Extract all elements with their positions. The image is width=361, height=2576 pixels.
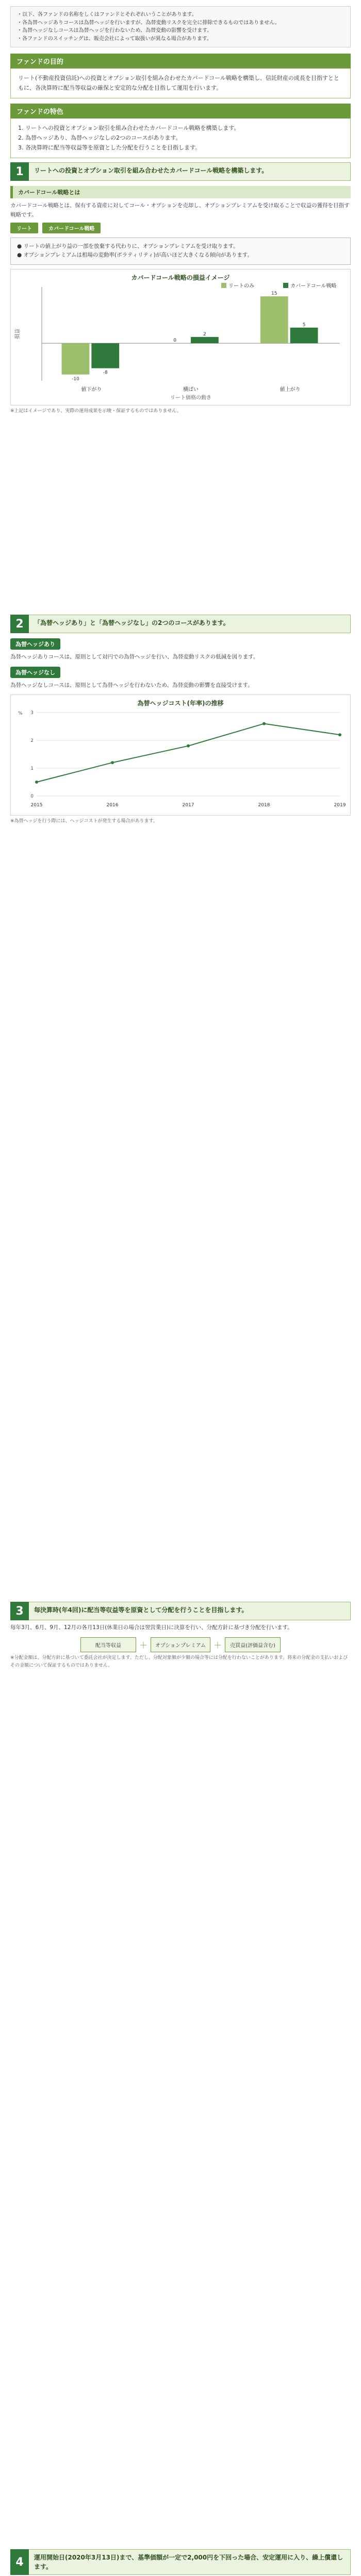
covered-call-intro: カバードコール戦略とは、保有する資産に対してコール・オプションを売却し、オプションプレミアムを受け取ることで収益の獲得を目指す戦略です。 xyxy=(10,202,350,218)
feature-title: 毎決算時(年4回)に配当等収益等を原資として分配を行うことを目指します。 xyxy=(29,1602,351,1620)
covered-call-points xyxy=(10,238,351,265)
legend-label: カバードコール戦略 xyxy=(290,283,337,289)
y-tick-label: 1 xyxy=(30,766,34,771)
y-tick-label: 0 xyxy=(30,793,34,799)
feature-title: 運用開始日(2020年3月13日)まで、基準価額が一定で2,000円を下回った場合、安定運用に入り、繰上償還します。 xyxy=(29,2549,351,2575)
data-label: -10 xyxy=(72,376,79,382)
chart-title: 為替ヘッジコスト(年率)の推移 xyxy=(137,699,224,707)
data-label: 0 xyxy=(173,337,176,343)
data-label: 15 xyxy=(271,291,277,296)
chart-2 xyxy=(10,694,351,816)
notice-line: ・各ファンドのスイッチングは、販売会社によって取扱いが異なる場合があります。 xyxy=(17,36,212,42)
data-point xyxy=(111,761,114,764)
hedge-on-pill: 為替ヘッジあり xyxy=(10,638,60,650)
x-tick-label: 値上がり xyxy=(280,386,301,393)
x-tick-label: 2019 xyxy=(334,802,346,808)
chart-1-svg xyxy=(11,269,350,403)
purpose-body: リート(不動産投資信託)への投資とオプション取引を組み合わせたカバードコール戦略を構築し、信託財産の成長を目指すとともに、各決算時に配当等収益の確保と安定的な分配を目指して運用を行います。 xyxy=(10,69,351,98)
bar xyxy=(191,337,219,343)
summary-item: 2. 為替ヘッジあり、為替ヘッジなしの2つのコースがあります。 xyxy=(18,134,182,142)
bar xyxy=(260,296,288,343)
purpose-header: ファンドの目的 xyxy=(10,54,351,69)
x-tick-label: 横ばい xyxy=(183,386,199,393)
x-tick-label: 2017 xyxy=(182,802,194,808)
chart-1 xyxy=(10,269,351,405)
features-summary xyxy=(10,118,351,158)
summary-item: 3. 各決算時に配当等収益等を原資とした分配を行うことを目指します。 xyxy=(18,144,201,151)
feature-number: 2 xyxy=(10,615,29,633)
notice-line: ・各為替ヘッジありコースは為替ヘッジを行いますが、為替変動リスクを完全に排除できるものではありません。 xyxy=(17,20,280,26)
flow-box: 配当等収益 xyxy=(80,1637,136,1652)
feature1-note: ※上記はイメージであり、実際の運用成果を示唆・保証するものではありません。 xyxy=(10,408,182,414)
x-axis-label: リート価格の動き xyxy=(170,395,211,401)
data-label: 2 xyxy=(203,331,206,337)
data-point xyxy=(262,722,266,725)
bar xyxy=(290,328,318,343)
feature-4 xyxy=(10,2549,351,2575)
data-label: -8 xyxy=(103,370,108,376)
feature-2 xyxy=(10,615,351,633)
features-header: ファンドの特色 xyxy=(10,104,351,118)
bar xyxy=(62,343,90,375)
x-tick-label: 2018 xyxy=(258,802,270,808)
feature3-note: ※分配金額は、分配方針に基づいて委託会社が決定します。ただし、分配対象額が少額の場合等には分配を行わないことがあります。将来の分配金の支払いおよびその金額について保証するものではありません。 xyxy=(10,1655,348,1668)
summary-item: 1. リートへの投資とオプション取引を組み合わせたカバードコール戦略を構築します。 xyxy=(18,125,240,132)
legend-label: リートのみ xyxy=(228,283,254,289)
feature-title: リートへの投資とオプション取引を組み合わせたカバードコール戦略を構築します。 xyxy=(29,162,351,181)
bar xyxy=(91,343,119,368)
feature2-note: ※為替ヘッジを行う際には、ヘッジコストが発生する場合があります。 xyxy=(10,818,158,824)
flow-box: 売買益(評価益含む) xyxy=(225,1637,281,1652)
feature-number: 4 xyxy=(10,2549,29,2575)
chart-title: カバードコール戦略の損益イメージ xyxy=(131,274,230,281)
chart-2-svg xyxy=(11,695,350,814)
notice-line: ・以下、各ファンドの名称をしくはファンドとそれぞれいうことがあります。 xyxy=(17,12,197,18)
feature-number: 3 xyxy=(10,1602,29,1620)
y-axis-label: 損益 xyxy=(15,328,21,339)
hedge-off-text: 為替ヘッジなしコースは、原則として為替ヘッジを行わないため、為替変動の影響を直接受けます。 xyxy=(10,682,253,689)
data-point xyxy=(187,744,190,748)
y-tick-label: 3 xyxy=(30,710,34,716)
tag-covered-call: カバードコール戦略 xyxy=(42,223,101,233)
x-tick-label: 2015 xyxy=(30,802,43,808)
data-point xyxy=(338,733,341,736)
x-tick-label: 値下がり xyxy=(81,386,102,393)
feature-title: 「為替ヘッジあり」と「為替ヘッジなし」の2つのコースがあります。 xyxy=(29,615,351,633)
point-item: ● リートの値上がり益の一部を放棄する代わりに、オプションプレミアムを受け取ります。 xyxy=(17,243,239,250)
notice-line: ・為替ヘッジなしコースは為替ヘッジを行わないため、為替変動の影響を受けます。 xyxy=(17,28,212,33)
notice-box xyxy=(10,6,351,47)
data-label: 5 xyxy=(302,322,306,328)
covered-call-subhead: カバードコール戦略とは xyxy=(10,186,351,198)
distribution-flow xyxy=(10,1637,351,1652)
feature-number: 1 xyxy=(10,162,29,181)
feature-1 xyxy=(10,162,351,181)
plus-icon: ＋ xyxy=(214,1640,222,1651)
series-line xyxy=(37,723,340,782)
hedge-off-pill: 為替ヘッジなし xyxy=(10,667,60,678)
y-tick-label: 2 xyxy=(30,738,34,743)
feature-3 xyxy=(10,1602,351,1620)
plus-icon: ＋ xyxy=(139,1640,147,1651)
tag-row xyxy=(10,223,351,233)
legend-swatch xyxy=(221,283,226,288)
y-axis-label: % xyxy=(18,710,23,716)
data-point xyxy=(35,781,38,784)
feature3-text: 毎年3月、6月、9月、12月の各月13日(休業日の場合は翌営業日)に決算を行い、分配方針に基づき分配を行います。 xyxy=(10,1624,293,1631)
x-tick-label: 2016 xyxy=(106,802,119,808)
flow-box: オプションプレミアム xyxy=(151,1637,210,1652)
legend-swatch xyxy=(283,283,288,288)
hedge-on-text: 為替ヘッジありコースは、原則として対円での為替ヘッジを行い、為替変動リスクの低減を図ります。 xyxy=(10,654,259,660)
tag-reit: リート xyxy=(10,223,38,233)
point-item: ● オプションプレミアムは相場の変動率(ボラティリティ)が高いほど大きくなる傾向があります。 xyxy=(17,252,253,259)
